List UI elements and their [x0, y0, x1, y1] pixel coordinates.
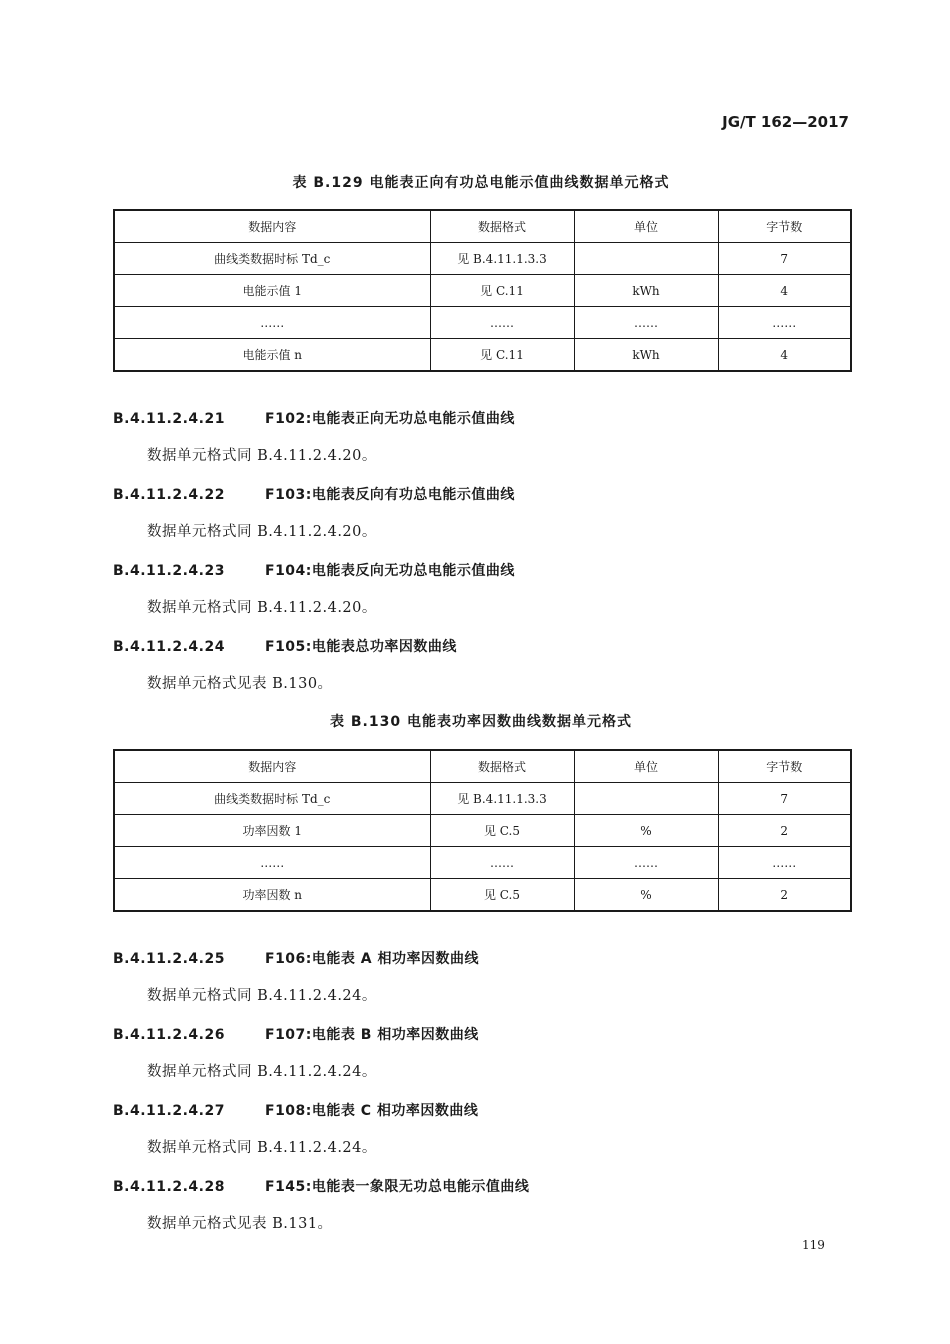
table-row [114, 815, 851, 847]
table-129-title: 表 B.129 电能表正向有功总电能示值曲线数据单元格式 [292, 175, 670, 191]
page-number: 119 [802, 1238, 825, 1252]
table-cell: kWh [574, 339, 718, 372]
table-row [114, 275, 851, 307]
section-number: B.4.11.2.4.23 [113, 563, 225, 579]
section-body: 数据单元格式同 B.4.11.2.4.20。 [147, 524, 377, 540]
standard-code: JG/T 162—2017 [722, 113, 849, 131]
column-header: 数据格式 [430, 210, 574, 243]
section-body: 数据单元格式同 B.4.11.2.4.20。 [147, 448, 377, 464]
table-129 [113, 209, 852, 372]
section-title: F105:电能表总功率因数曲线 [265, 639, 457, 655]
table-cell: 曲线类数据时标 Td_c [114, 783, 430, 815]
table-cell: 2 [718, 815, 851, 847]
table-cell: …… [718, 307, 851, 339]
section-title: F104:电能表反向无功总电能示值曲线 [265, 563, 515, 579]
table-cell: …… [718, 847, 851, 879]
table-row [114, 879, 851, 912]
table-cell: 7 [718, 243, 851, 275]
table-row [114, 243, 851, 275]
column-header: 数据格式 [430, 750, 574, 783]
table-cell: 电能示值 1 [114, 275, 430, 307]
table-cell: 见 B.4.11.1.3.3 [430, 243, 574, 275]
section-heading [113, 1100, 478, 1120]
section-heading [113, 1176, 529, 1196]
section-body: 数据单元格式同 B.4.11.2.4.24。 [147, 1140, 377, 1156]
table-cell [574, 783, 718, 815]
column-header: 单位 [574, 750, 718, 783]
section-heading [113, 636, 457, 656]
table-header-row [114, 210, 851, 243]
table-cell: 7 [718, 783, 851, 815]
section-heading [113, 560, 515, 580]
table-row [114, 783, 851, 815]
table-cell: 功率因数 n [114, 879, 430, 912]
section-title: F102:电能表正向无功总电能示值曲线 [265, 411, 515, 427]
section-number: B.4.11.2.4.22 [113, 487, 225, 503]
section-body: 数据单元格式同 B.4.11.2.4.24。 [147, 988, 377, 1004]
column-header: 数据内容 [114, 750, 430, 783]
table-cell: …… [114, 847, 430, 879]
section-body: 数据单元格式同 B.4.11.2.4.24。 [147, 1064, 377, 1080]
column-header: 字节数 [718, 210, 851, 243]
section-heading [113, 408, 515, 428]
table-cell: 见 C.5 [430, 879, 574, 912]
table-header-row [114, 750, 851, 783]
table-cell: …… [574, 847, 718, 879]
table-cell: …… [430, 307, 574, 339]
table-cell: 2 [718, 879, 851, 912]
table-cell [574, 243, 718, 275]
table-cell: 见 C.11 [430, 339, 574, 372]
table-cell: 电能示值 n [114, 339, 430, 372]
table-cell: 曲线类数据时标 Td_c [114, 243, 430, 275]
section-number: B.4.11.2.4.27 [113, 1103, 225, 1119]
table-130-title: 表 B.130 电能表功率因数曲线数据单元格式 [330, 714, 632, 730]
table-cell: …… [430, 847, 574, 879]
section-heading [113, 484, 515, 504]
section-heading [113, 948, 479, 968]
table-cell: % [574, 879, 718, 912]
table-row [114, 339, 851, 372]
table-cell: % [574, 815, 718, 847]
table-cell: 见 C.5 [430, 815, 574, 847]
table-cell: 4 [718, 339, 851, 372]
table-cell: 4 [718, 275, 851, 307]
section-body: 数据单元格式见表 B.130。 [147, 676, 333, 692]
column-header: 数据内容 [114, 210, 430, 243]
table-130 [113, 749, 852, 912]
section-title: F145:电能表一象限无功总电能示值曲线 [265, 1179, 530, 1195]
section-title: F106:电能表 A 相功率因数曲线 [265, 951, 479, 967]
section-body: 数据单元格式见表 B.131。 [147, 1216, 333, 1232]
section-number: B.4.11.2.4.28 [113, 1179, 225, 1195]
column-header: 单位 [574, 210, 718, 243]
column-header: 字节数 [718, 750, 851, 783]
table-cell: 见 C.11 [430, 275, 574, 307]
section-number: B.4.11.2.4.26 [113, 1027, 225, 1043]
table-cell: kWh [574, 275, 718, 307]
table-row [114, 847, 851, 879]
section-number: B.4.11.2.4.21 [113, 411, 225, 427]
table-cell: 见 B.4.11.1.3.3 [430, 783, 574, 815]
section-number: B.4.11.2.4.24 [113, 639, 225, 655]
table-cell: …… [574, 307, 718, 339]
section-heading [113, 1024, 479, 1044]
table-row [114, 307, 851, 339]
section-title: F108:电能表 C 相功率因数曲线 [265, 1103, 479, 1119]
section-title: F103:电能表反向有功总电能示值曲线 [265, 487, 515, 503]
table-cell: …… [114, 307, 430, 339]
section-number: B.4.11.2.4.25 [113, 951, 225, 967]
section-body: 数据单元格式同 B.4.11.2.4.20。 [147, 600, 377, 616]
table-cell: 功率因数 1 [114, 815, 430, 847]
section-title: F107:电能表 B 相功率因数曲线 [265, 1027, 479, 1043]
